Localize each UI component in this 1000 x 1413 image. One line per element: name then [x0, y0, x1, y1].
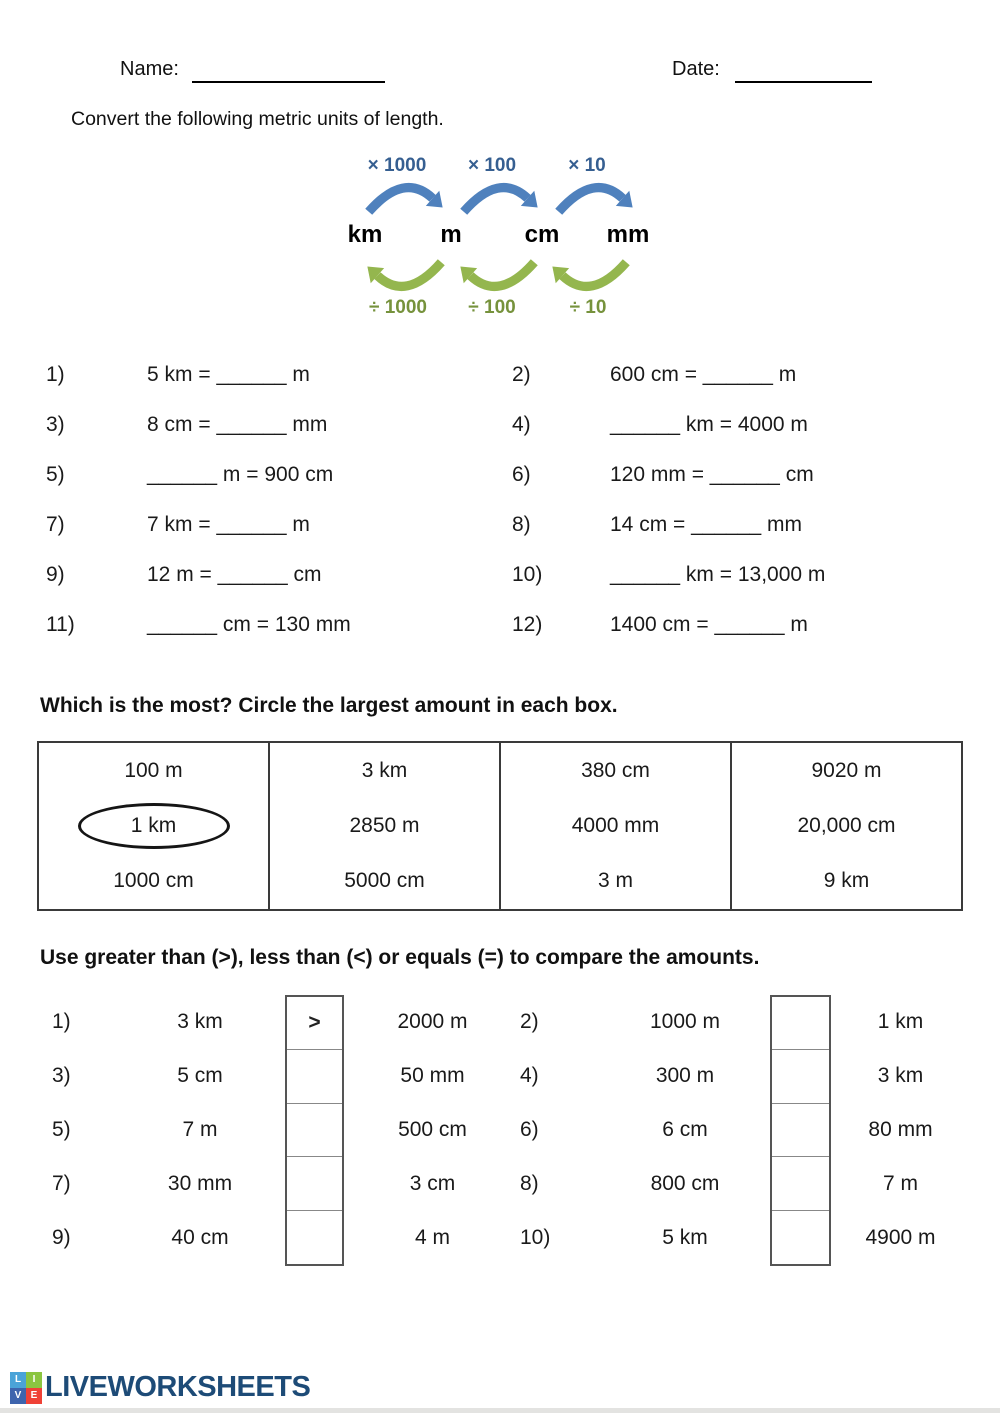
divide-arrow-icon	[364, 255, 448, 293]
problem-text[interactable]: 5 km = ______ m	[147, 363, 310, 386]
multiply-arrow-icon	[362, 181, 446, 219]
liveworksheets-logo-icon	[10, 1372, 42, 1404]
conversion-row	[0, 552, 1000, 598]
answer-box[interactable]	[772, 1211, 829, 1264]
compare-left-amount: 800 cm	[650, 1172, 720, 1195]
compare-right-amount: 1 km	[877, 1010, 924, 1033]
compare-right-amount: 3 km	[877, 1064, 924, 1087]
answer-box[interactable]	[772, 1104, 829, 1157]
divide-100-label: ÷ 100	[468, 297, 516, 318]
amount-text: 9 km	[823, 869, 870, 893]
problem-text[interactable]: 14 cm = ______ mm	[610, 513, 803, 536]
conversion-row	[0, 402, 1000, 448]
problem-number: 8)	[512, 513, 531, 536]
answer-box[interactable]	[772, 1157, 829, 1210]
compare-left-amount: 40 cm	[171, 1226, 229, 1249]
problem-text[interactable]: 600 cm = ______ m	[610, 363, 797, 386]
amount-text: 3 km	[361, 758, 408, 782]
compare-left-amount: 5 km	[662, 1226, 708, 1249]
circle-annotation	[78, 803, 230, 849]
compare-right-amount: 3 cm	[409, 1172, 456, 1195]
compare-number: 2)	[520, 1010, 539, 1033]
compare-row	[0, 1157, 1000, 1211]
compare-number: 7)	[52, 1172, 71, 1195]
amount-option[interactable]	[270, 854, 499, 909]
compare-right-amount: 4 m	[414, 1226, 450, 1249]
conversion-row	[0, 502, 1000, 548]
compare-left-amount: 30 mm	[167, 1172, 233, 1195]
compare-number: 8)	[520, 1172, 539, 1195]
compare-row	[0, 995, 1000, 1049]
compare-left-amount: 7 m	[182, 1118, 218, 1141]
logo-tile-v: V	[10, 1388, 26, 1404]
problem-number: 7)	[46, 513, 65, 536]
compare-row	[0, 1049, 1000, 1103]
date-label: Date:	[672, 58, 720, 80]
divide-10-label: ÷ 10	[569, 297, 607, 318]
unit-mm: mm	[606, 221, 650, 248]
largest-instruction: Which is the most? Circle the largest amount in each box.	[40, 694, 618, 717]
problem-number: 4)	[512, 413, 531, 436]
page-bottom-edge	[0, 1408, 1000, 1413]
compare-left-amount: 300 m	[655, 1064, 715, 1087]
problem-text[interactable]: ______ m = 900 cm	[147, 463, 334, 486]
logo-tile-l: L	[10, 1372, 26, 1388]
divide-arrow-icon	[549, 255, 633, 293]
problem-number: 10)	[512, 563, 543, 586]
compare-left-amount: 6 cm	[662, 1118, 708, 1141]
compare-instruction: Use greater than (>), less than (<) or equals (=) to compare the amounts.	[40, 946, 760, 969]
answer-box-column-left	[285, 995, 344, 1266]
compare-right-amount: 80 mm	[868, 1118, 933, 1141]
problem-text[interactable]: 7 km = ______ m	[147, 513, 310, 536]
answer-box[interactable]	[287, 1050, 342, 1103]
liveworksheets-logo[interactable]	[10, 1371, 310, 1404]
compare-number: 9)	[52, 1226, 71, 1249]
amount-option[interactable]	[39, 743, 268, 798]
date-blank-line[interactable]	[735, 81, 872, 83]
amount-box-3	[501, 743, 732, 909]
compare-row	[0, 1103, 1000, 1157]
compare-left-amount: 5 cm	[177, 1064, 223, 1087]
compare-number: 3)	[52, 1064, 71, 1087]
divide-1000-label: ÷ 1000	[369, 297, 427, 318]
compare-number: 1)	[52, 1010, 71, 1033]
problem-number: 9)	[46, 563, 65, 586]
amount-option-circled[interactable]	[39, 798, 268, 853]
multiply-arrow-icon	[552, 181, 636, 219]
compare-number: 4)	[520, 1064, 539, 1087]
amount-option[interactable]	[270, 743, 499, 798]
amount-text: 380 cm	[581, 758, 650, 782]
amount-text: 9020 m	[811, 758, 882, 782]
multiply-arrow-icon	[457, 181, 541, 219]
problem-number: 3)	[46, 413, 65, 436]
compare-number: 5)	[52, 1118, 71, 1141]
compare-left-amount: 1000 m	[649, 1010, 721, 1033]
answer-box[interactable]	[772, 997, 829, 1050]
answer-box[interactable]	[287, 1211, 342, 1264]
answer-box[interactable]	[287, 1104, 342, 1157]
compare-left-amount: 3 km	[177, 1010, 223, 1033]
unit-m: m	[440, 221, 462, 248]
amount-text: 5000 cm	[344, 869, 425, 893]
compare-number: 10)	[520, 1226, 551, 1249]
answer-box[interactable]: >	[287, 997, 342, 1050]
multiply-100-label: × 100	[467, 155, 517, 176]
problem-text[interactable]: 8 cm = ______ mm	[147, 413, 328, 436]
name-blank-line[interactable]	[192, 81, 385, 83]
problem-text[interactable]: ______ cm = 130 mm	[147, 613, 351, 636]
answer-box-column-right	[770, 995, 831, 1266]
problem-text[interactable]: ______ km = 13,000 m	[610, 563, 826, 586]
amount-option[interactable]	[501, 798, 730, 853]
name-label: Name:	[120, 58, 179, 80]
answer-box[interactable]	[772, 1050, 829, 1103]
problem-text[interactable]: 1400 cm = ______ m	[610, 613, 808, 636]
compare-right-amount: 4900 m	[865, 1226, 936, 1249]
amount-box-1	[39, 743, 270, 909]
compare-number: 6)	[520, 1118, 539, 1141]
conversion-row	[0, 452, 1000, 498]
unit-km: km	[347, 221, 383, 248]
multiply-10-label: × 10	[568, 155, 606, 176]
amount-option[interactable]	[270, 798, 499, 853]
compare-row	[0, 1211, 1000, 1265]
amount-option[interactable]	[732, 854, 961, 909]
amount-option[interactable]	[39, 854, 268, 909]
amount-text: 20,000 cm	[797, 813, 896, 837]
problem-text[interactable]: ______ km = 4000 m	[610, 413, 808, 436]
logo-wordmark: LIVEWORKSHEETS	[45, 1371, 311, 1403]
convert-instruction: Convert the following metric units of length.	[71, 108, 444, 130]
problem-number: 5)	[46, 463, 65, 486]
problem-text[interactable]: 12 m = ______ cm	[147, 563, 322, 586]
amount-option[interactable]	[501, 743, 730, 798]
compare-right-amount: 7 m	[882, 1172, 918, 1195]
amount-option[interactable]	[732, 743, 961, 798]
problem-number: 2)	[512, 363, 531, 386]
amount-text: 1000 cm	[113, 869, 194, 893]
problem-number: 6)	[512, 463, 531, 486]
conversion-row	[0, 602, 1000, 648]
conversion-row	[0, 352, 1000, 398]
amount-box-4	[732, 743, 961, 909]
amount-text: 3 m	[597, 869, 633, 893]
unit-cm: cm	[524, 221, 560, 248]
compare-right-amount: 500 cm	[398, 1118, 467, 1141]
amount-box-2	[270, 743, 501, 909]
problem-text[interactable]: 120 mm = ______ cm	[610, 463, 814, 486]
amount-text: 2850 m	[349, 813, 420, 837]
compare-right-amount: 2000 m	[397, 1010, 468, 1033]
multiply-1000-label: × 1000	[367, 155, 427, 176]
problem-number: 11)	[46, 613, 75, 636]
amount-option[interactable]	[501, 854, 730, 909]
logo-tile-e: E	[26, 1388, 42, 1404]
divide-arrow-icon	[457, 255, 541, 293]
compare-right-amount: 50 mm	[400, 1064, 465, 1087]
problem-number: 12)	[512, 613, 543, 636]
metric-conversion-diagram	[330, 157, 675, 329]
problem-number: 1)	[46, 363, 65, 386]
amount-text: 100 m	[124, 758, 183, 782]
amount-text: 1 km	[130, 813, 177, 837]
amount-option[interactable]	[732, 798, 961, 853]
answer-box[interactable]	[287, 1157, 342, 1210]
amount-text: 4000 mm	[571, 813, 660, 837]
largest-amount-table	[37, 741, 963, 911]
logo-tile-i: I	[26, 1372, 42, 1388]
